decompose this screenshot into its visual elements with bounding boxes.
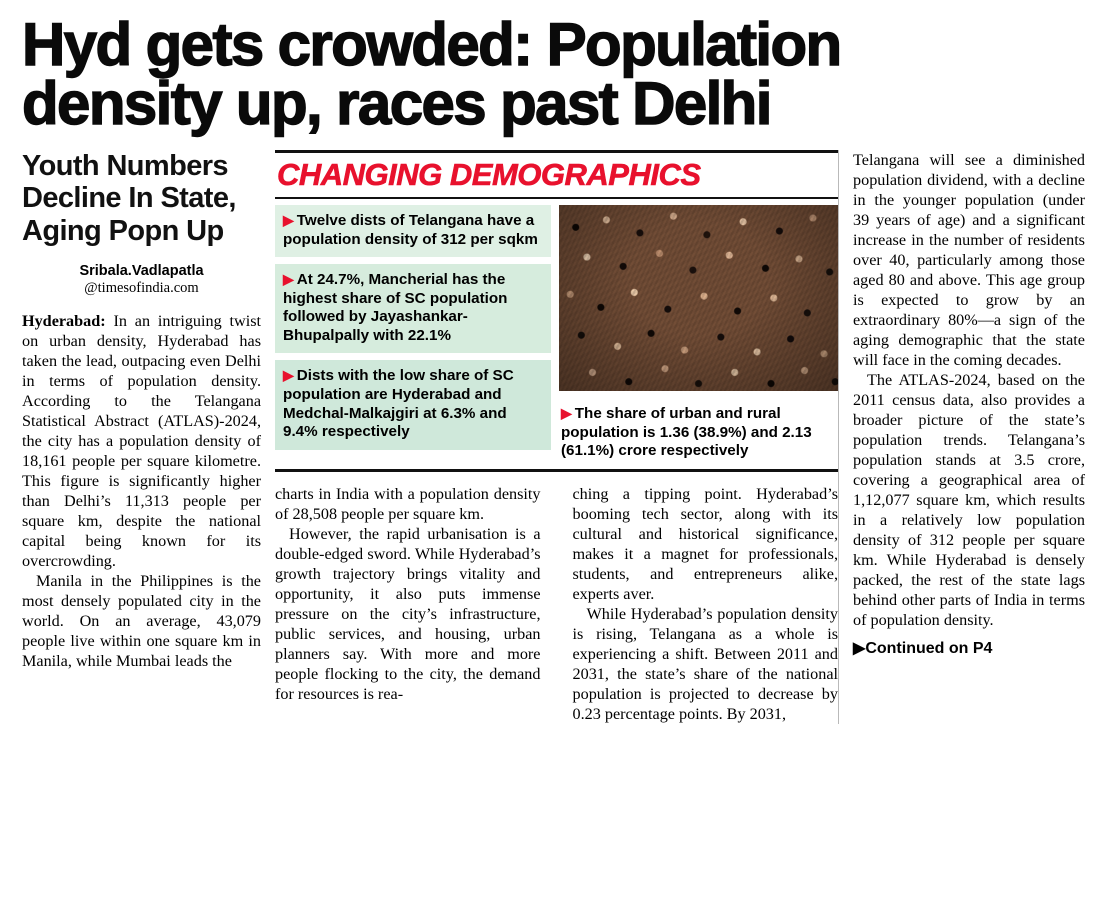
arrow-icon: ▶: [561, 405, 572, 422]
headline-line-1: Hyd gets crowded: Population: [22, 11, 841, 78]
column-middle: [275, 150, 838, 724]
middle-lower-columns: [275, 484, 838, 724]
fact-item: [275, 264, 551, 353]
column-one-body: [22, 311, 261, 671]
byline-email: @timesofindia.com: [84, 280, 199, 296]
paragraph: Telangana will see a diminished population dividend, with a decline in the younger population (under 39 years of age) and a significant increase in the number of residents over 40, particularly among those aged 80 and above. This age group is expected to grow by an extraordinary 80%—a sign of the aging demographic that the state will face in the coming decades.: [853, 150, 1085, 369]
column-three-body: [557, 484, 839, 724]
fact-item: [559, 398, 838, 469]
arrow-icon: ▶: [283, 367, 294, 384]
headline-line-2: density up, races past Delhi: [22, 69, 771, 137]
crowd-photo: [559, 205, 838, 391]
fact-item: [275, 360, 551, 449]
byline-author: Sribala.Vadlapatla: [79, 263, 204, 279]
column-four: [838, 150, 1085, 724]
column-four-body: [853, 150, 1085, 630]
infographic-right: [559, 205, 838, 469]
arrow-icon: ▶: [853, 639, 866, 657]
crowd-photo-vignette: [559, 205, 838, 391]
column-two-body: [275, 484, 557, 724]
continued-text: Continued on P4: [865, 639, 993, 657]
continued-line[interactable]: [853, 638, 1085, 658]
fact-text: Dists with the low share of SC population are Hyderabad and Medchal-Malkajgiri at 6.3% and 9.4% respectively: [283, 367, 514, 441]
infographic-grid: [275, 205, 838, 469]
paragraph: Manila in the Philippines is the most densely populated city in the world. On an average, 43,079 people live within one square km in Manila, while Mumbai leads the: [22, 572, 261, 670]
fact-text: At 24.7%, Mancherial has the highest share of SC population followed by Jayashankar-Bhupalpally with 22.1%: [283, 271, 508, 344]
column-one: [22, 150, 275, 724]
fact-text: Twelve dists of Telangana have a population density of 312 per sqkm: [283, 212, 538, 248]
page-title: [0, 0, 1105, 137]
paragraph: While Hyderabad’s population density is rising, Telangana as a whole is experiencing a shift. Between 2011 and 2031, the state’s share of the national population is projected to decrease by 0.23 percentage points. By 2031,: [572, 604, 838, 723]
paragraph: The ATLAS-2024, based on the 2011 census data, also provides a broader picture of the state’s population trends. Telangana’s population stands at 3.5 crore, covering a geographical area of 1,12,077 square km, which results in a relatively low population density of 312 people per square km. While Hyderabad is densely packed, the rest of the state lags behind other parts of India in terms of population density.: [853, 370, 1085, 629]
article-columns: [0, 150, 1105, 724]
paragraph: charts in India with a population density of 28,508 people per square km.: [275, 484, 541, 523]
infographic-facts-left: [275, 205, 551, 469]
paragraph: ching a tipping point. Hyderabad’s booming tech sector, along with its cultural and historical significance, makes it a magnet for professionals, students, and entrepreneurs alike, experts aver.: [572, 484, 838, 603]
fact-text: The share of urban and rural population is 1.36 (38.9%) and 2.13 (61.1%) crore respectively: [561, 405, 812, 460]
fact-item: [275, 205, 551, 257]
sub-headline: Youth Numbers Decline In State, Aging Popn Up: [22, 149, 236, 247]
infographic-title: CHANGING DEMOGRAPHICS: [275, 157, 838, 200]
paragraph: However, the rapid urbanisation is a double-edged sword. While Hyderabad’s growth trajectory brings vitality and opportunity, it also puts immense pressure on the city’s infrastructure, public services, and housing, urban planners say. With more and more people flocking to the city, the demand for resources is rea-: [275, 524, 541, 703]
infographic-box: [275, 150, 838, 472]
arrow-icon: ▶: [283, 271, 294, 288]
paragraph: Hyderabad: In an intriguing twist on urban density, Hyderabad has taken the lead, outpacing even Delhi in terms of population density. According to the Telangana Statistical Abstract (ATLAS)-2024, the city has a population density of 18,161 people per square kilometre. This figure is significantly higher than Delhi’s 11,313 people per square km, despite the national capital being known for its overcrowding.: [22, 312, 261, 570]
arrow-icon: ▶: [283, 212, 294, 229]
